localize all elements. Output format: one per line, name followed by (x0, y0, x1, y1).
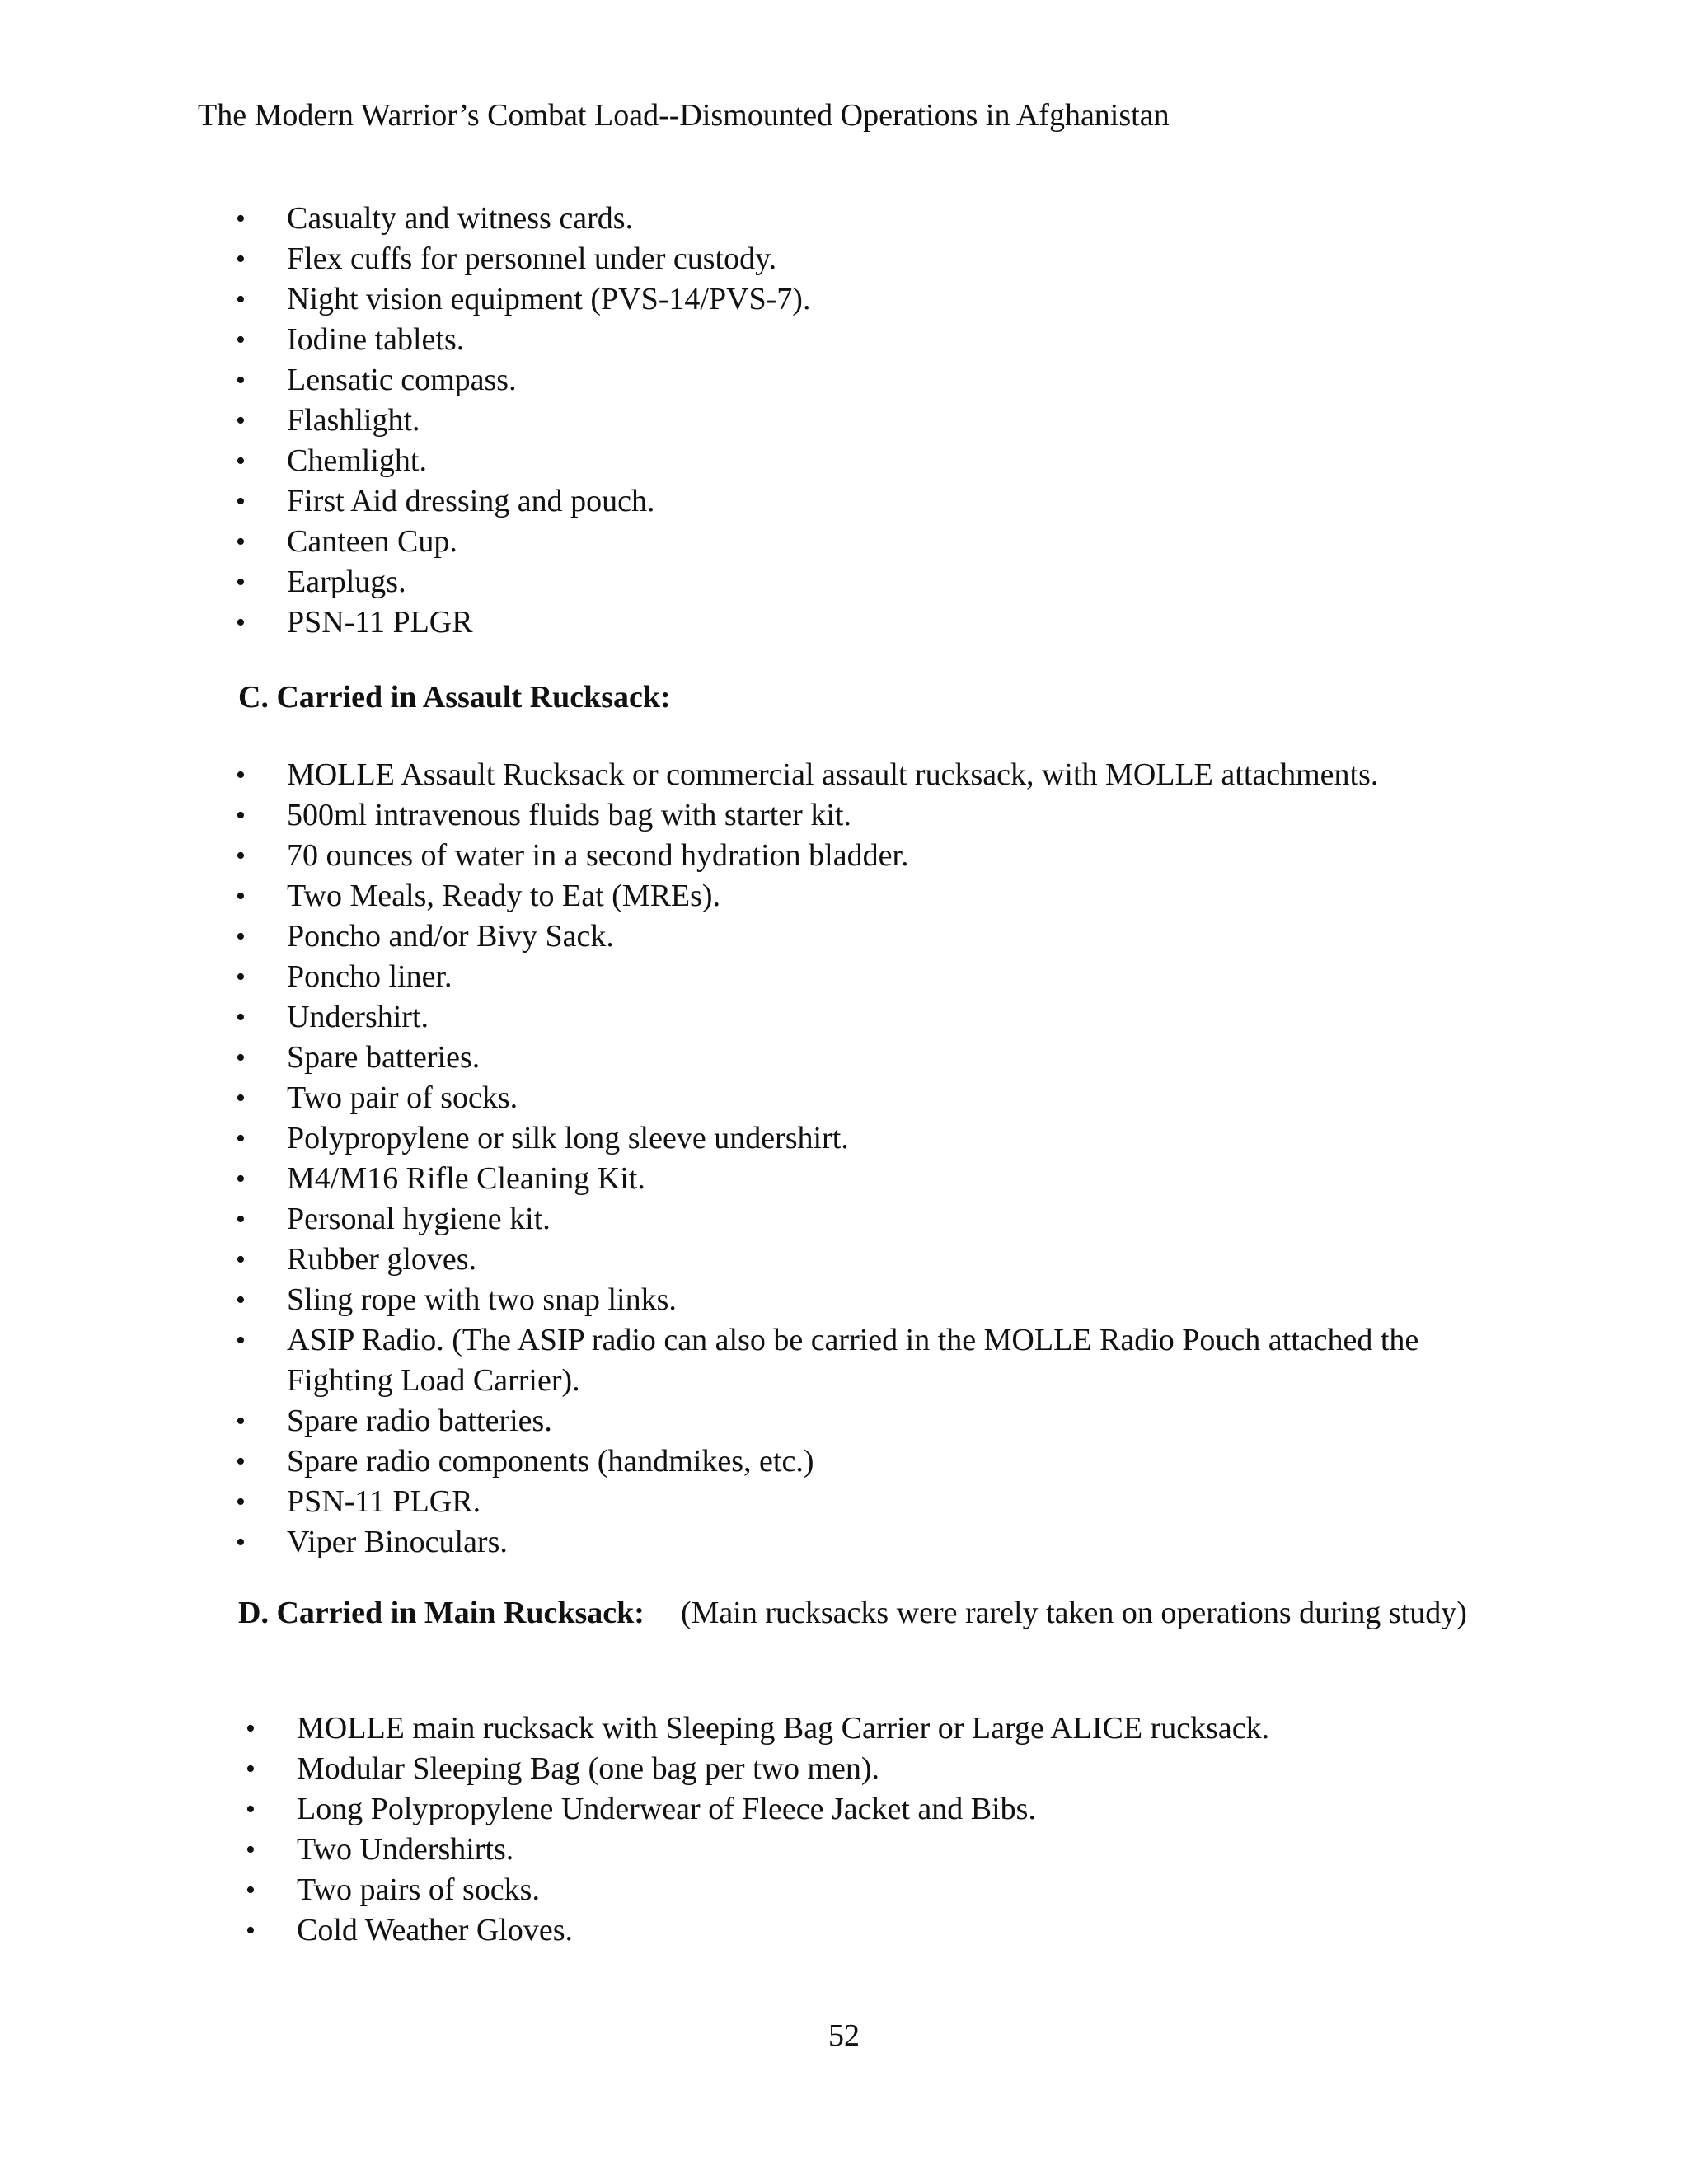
list-item-text: Earplugs. (287, 565, 406, 599)
list-item-text: PSN-11 PLGR. (287, 1484, 481, 1519)
list-item-text: Rubber gloves. (287, 1242, 477, 1277)
list-item-text: Poncho liner. (287, 959, 452, 994)
list-item-text: Two pairs of socks. (297, 1872, 540, 1907)
list-item (246, 1830, 1517, 1870)
equipment-list-b (236, 199, 1523, 643)
bullet-icon: • (236, 760, 246, 790)
bullet-icon: • (236, 527, 246, 557)
list-item (236, 916, 1507, 957)
running-header: The Modern Warrior’s Combat Load--Dismounted Operations in Afghanistan (198, 98, 1170, 133)
bullet-icon: • (236, 962, 246, 992)
list-item-text: First Aid dressing and pouch. (287, 484, 655, 518)
list-item (236, 957, 1507, 997)
list-item (236, 997, 1507, 1038)
bullet-icon: • (236, 204, 246, 234)
list-item-text: Poncho and/or Bivy Sack. (287, 919, 614, 954)
list-item (236, 1038, 1507, 1078)
list-item (236, 1240, 1507, 1280)
bullet-icon: • (236, 1325, 246, 1356)
list-item (236, 199, 1523, 239)
bullet-icon: • (236, 365, 246, 396)
list-item-text: M4/M16 Rifle Cleaning Kit. (287, 1161, 645, 1196)
list-item (236, 795, 1507, 836)
list-item (236, 1078, 1507, 1118)
list-item (236, 481, 1523, 522)
list-item (246, 1708, 1517, 1749)
assault-rucksack-list (236, 755, 1507, 1563)
list-item-text: Iodine tablets. (287, 322, 465, 357)
bullet-icon: • (236, 800, 246, 831)
bullet-icon: • (236, 841, 246, 871)
bullet-icon: • (236, 881, 246, 912)
bullet-icon: • (236, 1487, 246, 1517)
list-item (246, 1789, 1517, 1830)
list-item-text: 70 ounces of water in a second hydration bladder. (287, 838, 909, 873)
list-item (236, 360, 1523, 401)
list-item-text: MOLLE main rucksack with Sleeping Bag Carrier or Large ALICE rucksack. (297, 1711, 1270, 1746)
list-item (236, 239, 1523, 279)
list-item-text: Modular Sleeping Bag (one bag per two men). (297, 1751, 880, 1786)
list-item-text: Two Meals, Ready to Eat (MREs). (287, 879, 721, 913)
bullet-icon: • (236, 567, 246, 598)
list-item (236, 522, 1523, 562)
main-rucksack-list (246, 1708, 1517, 1951)
bullet-icon: • (236, 325, 246, 355)
list-item-text: Personal hygiene kit. (287, 1202, 551, 1236)
list-item (246, 1749, 1517, 1789)
list-item (236, 441, 1523, 481)
bullet-icon: • (236, 1527, 246, 1558)
list-item-text: Cold Weather Gloves. (297, 1913, 574, 1947)
list-item-text: Lensatic compass. (287, 363, 517, 397)
list-item-text: MOLLE Assault Rucksack or commercial assault rucksack, with MOLLE attachments. (287, 757, 1379, 792)
list-item-text: Long Polypropylene Underwear of Fleece Jacket and Bibs. (297, 1792, 1036, 1826)
bullet-icon: • (246, 1794, 256, 1825)
list-item (246, 1910, 1517, 1951)
list-item-text: Sling rope with two snap links. (287, 1282, 677, 1317)
bullet-icon: • (236, 607, 246, 638)
bullet-icon: • (236, 486, 246, 517)
list-item-text: PSN-11 PLGR (287, 605, 473, 640)
list-item (246, 1870, 1517, 1910)
list-item (236, 836, 1507, 876)
list-item-text: Spare radio components (handmikes, etc.) (287, 1444, 814, 1479)
page-number: 52 (828, 2018, 860, 2053)
list-item (236, 1159, 1507, 1199)
bullet-icon: • (236, 244, 246, 274)
bullet-icon: • (236, 1043, 246, 1073)
list-item (236, 279, 1523, 320)
bullet-icon: • (236, 1406, 246, 1436)
list-item-text: Spare radio batteries. (287, 1404, 552, 1438)
section-d-intro (198, 1593, 1517, 1633)
list-item-text: Viper Binoculars. (287, 1525, 508, 1559)
list-item (236, 1522, 1507, 1563)
list-item-text: Night vision equipment (PVS-14/PVS-7). (287, 282, 811, 316)
list-item-text: Chemlight. (287, 443, 427, 478)
list-item-text: Undershirt. (287, 1000, 429, 1034)
bullet-icon: • (236, 1446, 246, 1477)
bullet-icon: • (236, 1083, 246, 1113)
bullet-icon: • (246, 1835, 256, 1865)
list-item (236, 602, 1523, 643)
list-item (236, 1280, 1507, 1320)
bullet-icon: • (236, 1285, 246, 1315)
bullet-icon: • (236, 1204, 246, 1235)
bullet-icon: • (246, 1713, 256, 1744)
list-item-text: 500ml intravenous fluids bag with starter kit. (287, 798, 851, 832)
bullet-icon: • (236, 1244, 246, 1275)
list-item-text: Spare batteries. (287, 1040, 481, 1075)
bullet-icon: • (246, 1754, 256, 1784)
list-item (236, 401, 1523, 441)
bullet-icon: • (236, 1002, 246, 1033)
list-item-text: Two Undershirts. (297, 1832, 514, 1867)
list-item-text: Canteen Cup. (287, 524, 457, 559)
list-item-text: ASIP Radio. (The ASIP radio can also be carried in the MOLLE Radio Pouch attached the Fighting Load Carrier). (287, 1323, 1419, 1398)
list-item-text: Two pair of socks. (287, 1080, 518, 1115)
section-d-note: (Main rucksacks were rarely taken on operations during study) (680, 1596, 1467, 1630)
list-item (236, 1401, 1507, 1441)
list-item (236, 562, 1523, 602)
bullet-icon: • (236, 1164, 246, 1194)
list-item (236, 1118, 1507, 1159)
section-heading-d: D. Carried in Main Rucksack: (238, 1596, 645, 1630)
list-item-text: Casualty and witness cards. (287, 201, 634, 236)
list-item-text: Flex cuffs for personnel under custody. (287, 241, 777, 276)
list-item (236, 1482, 1507, 1522)
list-item-text: Polypropylene or silk long sleeve undershirt. (287, 1121, 849, 1155)
bullet-icon: • (236, 446, 246, 476)
bullet-icon: • (236, 921, 246, 952)
list-item-text: Flashlight. (287, 403, 420, 438)
bullet-icon: • (236, 405, 246, 436)
list-item (236, 1199, 1507, 1240)
list-item (236, 1320, 1507, 1401)
bullet-icon: • (236, 284, 246, 315)
list-item (236, 876, 1507, 916)
bullet-icon: • (246, 1875, 256, 1905)
section-heading-c: C. Carried in Assault Rucksack: (238, 680, 671, 715)
bullet-icon: • (236, 1123, 246, 1154)
list-item (236, 755, 1507, 795)
list-item (236, 1441, 1507, 1482)
bullet-icon: • (246, 1915, 256, 1946)
list-item (236, 320, 1523, 360)
